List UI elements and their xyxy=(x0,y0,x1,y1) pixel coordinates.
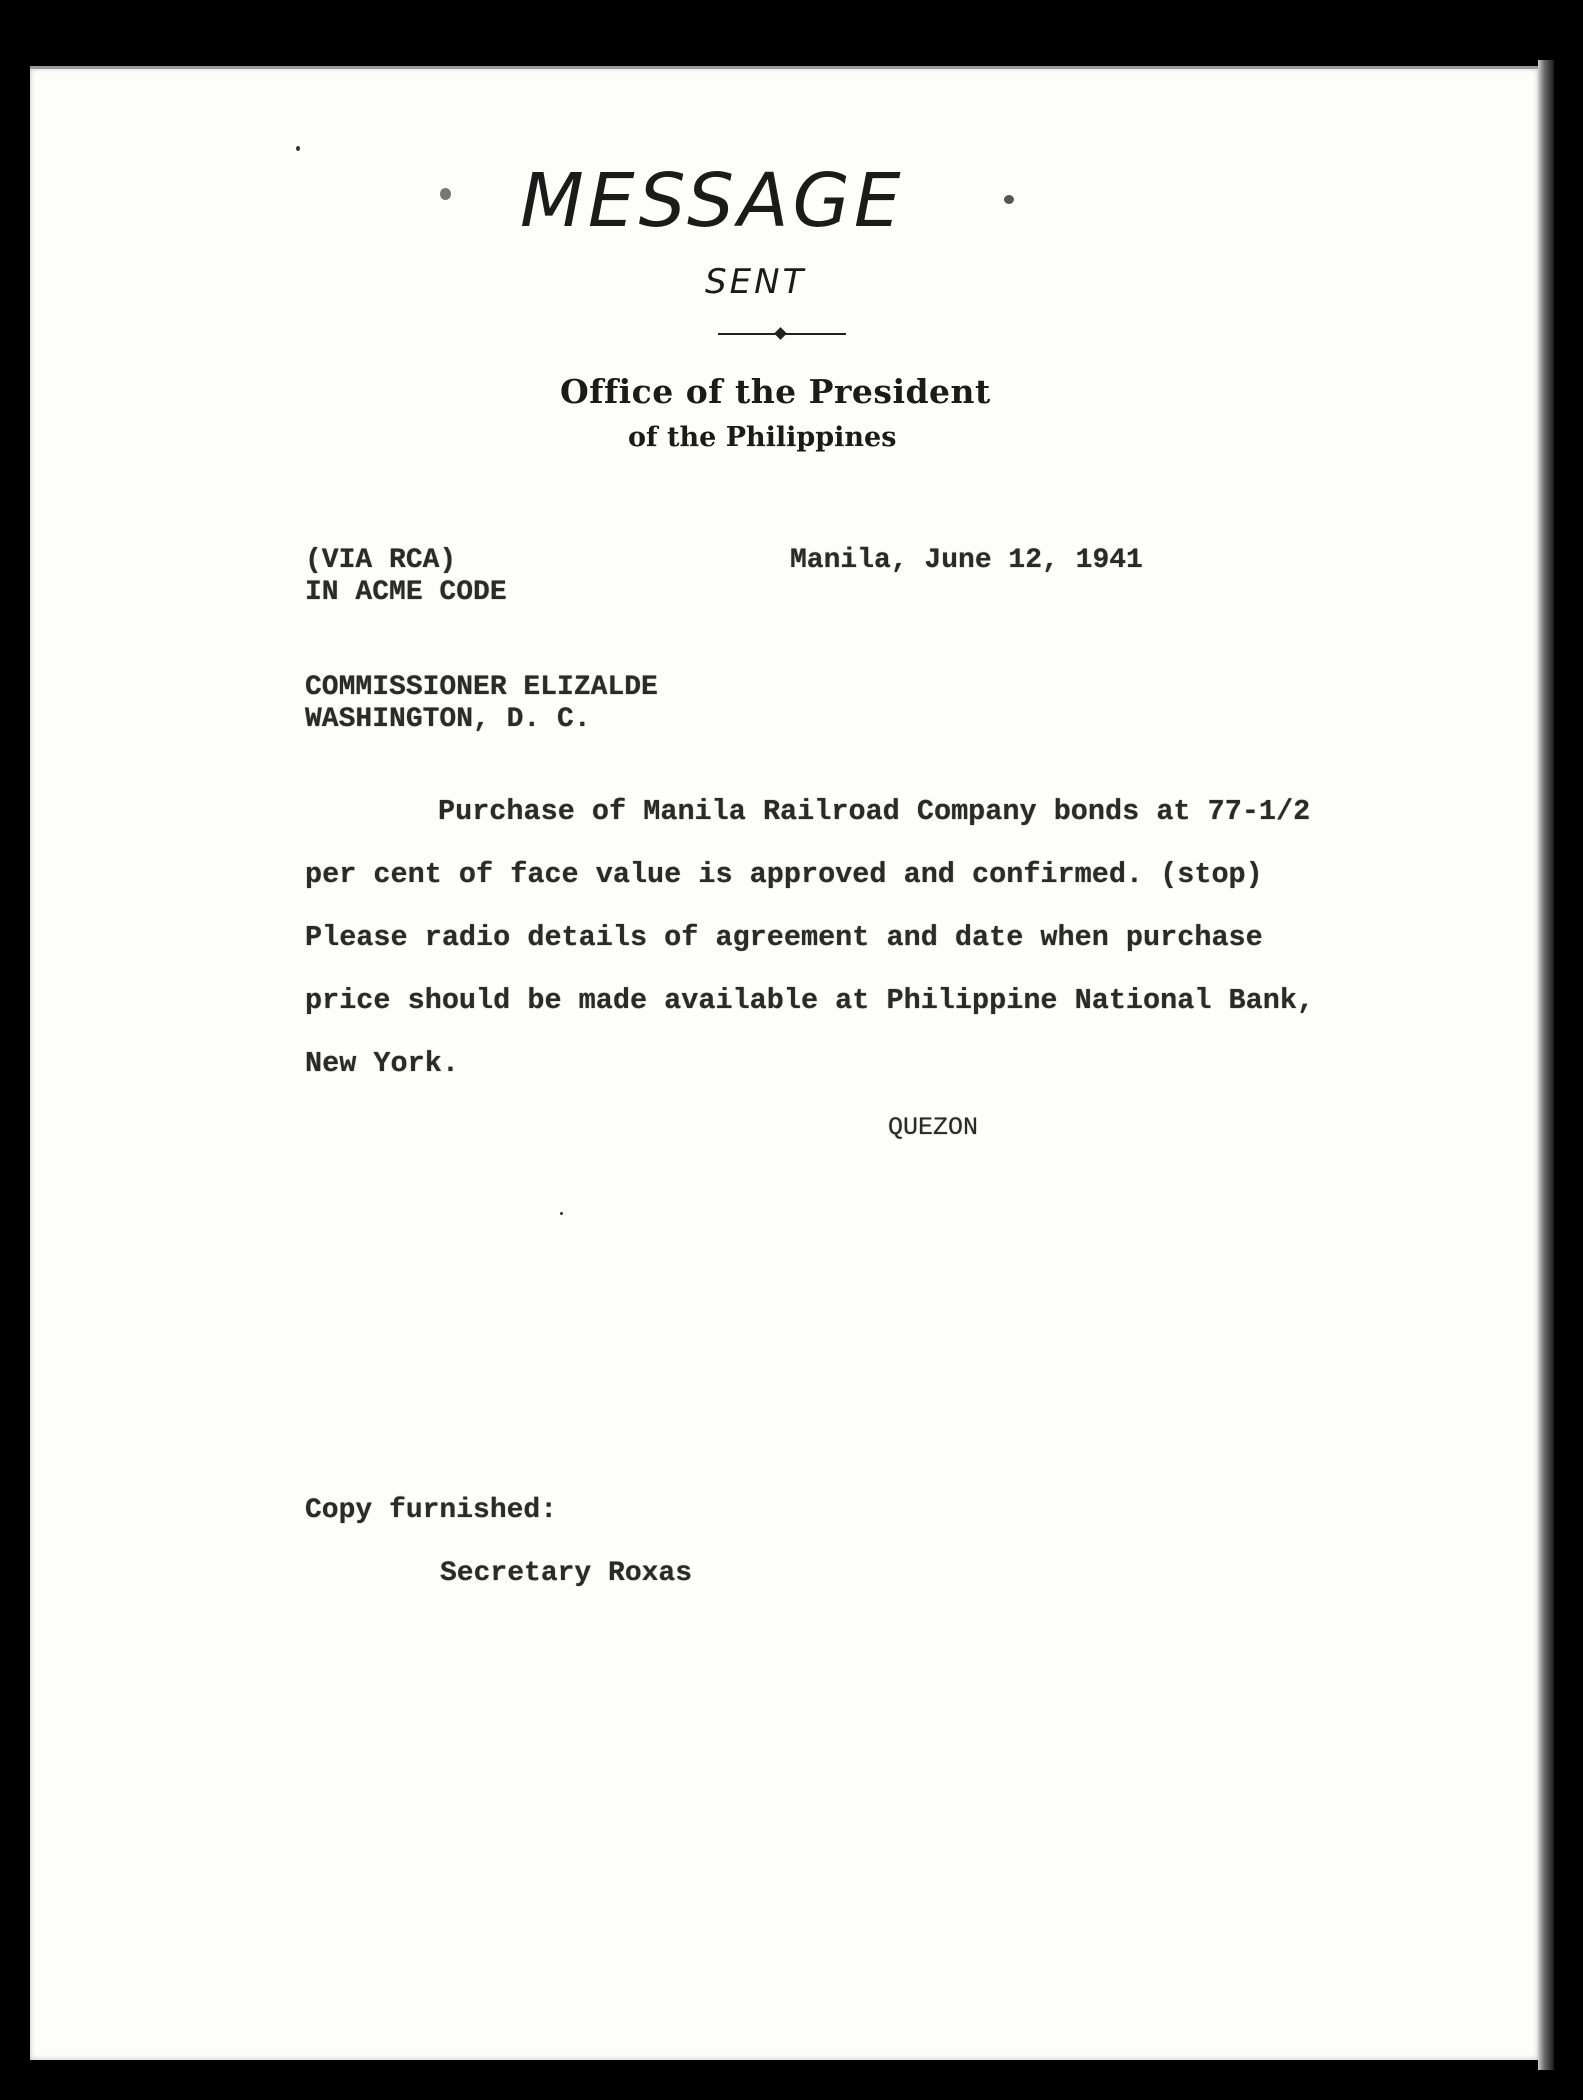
copy-recipient: Secretary Roxas xyxy=(440,1558,693,1589)
office-subheading: of the Philippines xyxy=(628,422,897,453)
message-title: MESSAGE xyxy=(520,158,905,244)
paper-stack-edge xyxy=(1538,60,1554,2070)
paper-sheet xyxy=(30,68,1538,2060)
message-subtitle: SENT xyxy=(705,262,807,302)
body-line: per cent of face value is approved and confirmed. (stop) xyxy=(305,858,1263,891)
ink-speck xyxy=(560,1212,563,1215)
body-line: Purchase of Manila Railroad Company bonds at 77-1/2 xyxy=(438,795,1311,828)
ink-speck xyxy=(296,146,300,151)
copy-furnished-label: Copy furnished: xyxy=(305,1495,558,1526)
routing-code: IN ACME CODE xyxy=(305,577,507,608)
addressee-name: COMMISSIONER ELIZALDE xyxy=(305,672,658,703)
place-date: Manila, June 12, 1941 xyxy=(790,545,1143,576)
addressee-location: WASHINGTON, D. C. xyxy=(305,704,591,735)
ink-speck xyxy=(440,188,451,200)
body-line: price should be made available at Philippine National Bank, xyxy=(305,984,1315,1017)
paper-top-edge xyxy=(30,66,1538,69)
body-line: Please radio details of agreement and date when purchase xyxy=(305,921,1263,954)
signature: QUEZON xyxy=(888,1113,979,1142)
routing-via: (VIA RCA) xyxy=(305,545,457,576)
ink-speck xyxy=(1004,195,1014,204)
office-heading: Office of the President xyxy=(560,372,991,411)
body-line: New York. xyxy=(305,1047,459,1080)
